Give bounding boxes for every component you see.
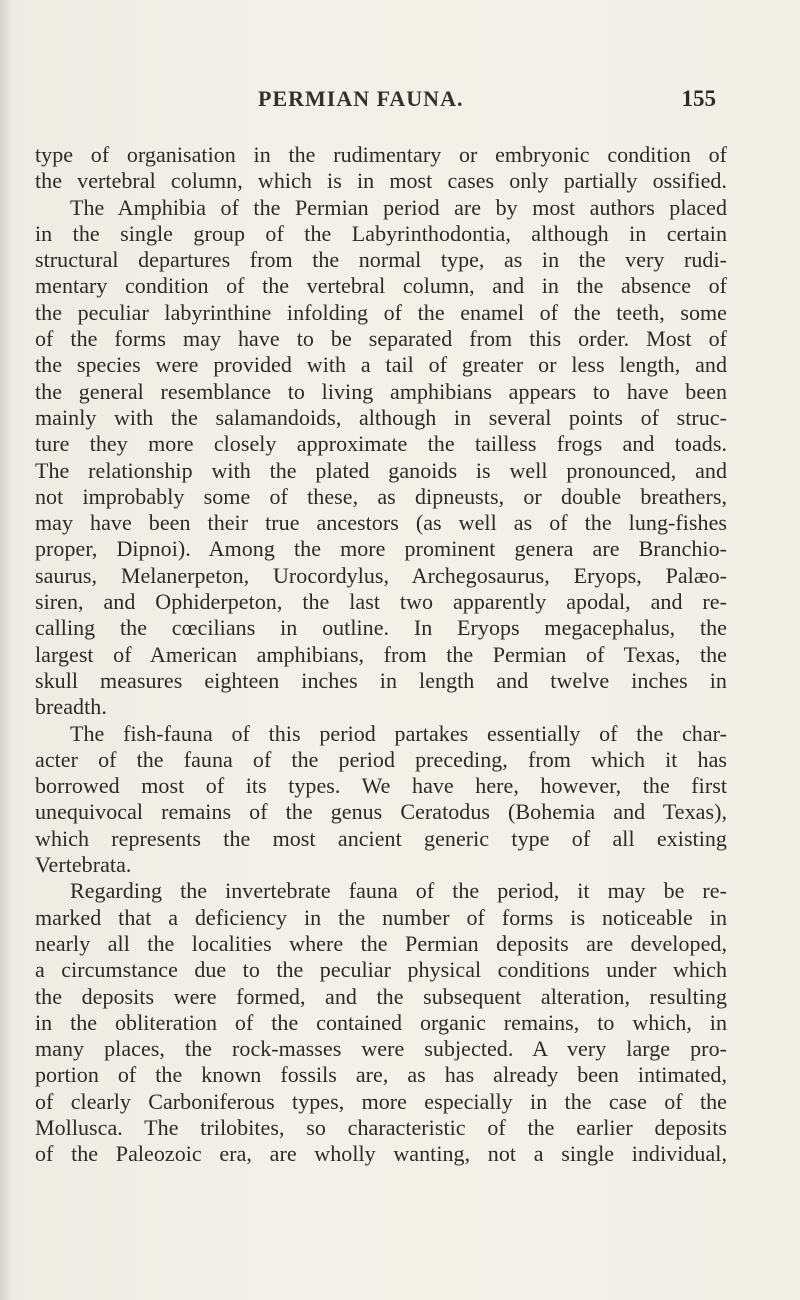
text-line: proper, Dipnoi). Among the more prominent genera are Branchio- <box>35 536 727 562</box>
text-line: in the obliteration of the contained organic remains, to which, in <box>35 1009 727 1035</box>
running-title: PERMIAN FAUNA. <box>258 86 464 111</box>
text-line: a circumstance due to the peculiar physical conditions under which <box>35 957 727 983</box>
text-line: mainly with the salamandoids, although in several points of struc- <box>35 404 727 430</box>
text-line: skull measures eighteen inches in length and twelve inches in <box>35 667 727 693</box>
text-line: The relationship with the plated ganoids is well pronounced, and <box>35 457 727 483</box>
text-line: nearly all the localities where the Permian deposits are developed, <box>35 930 727 956</box>
text-line: of the forms may have to be separated from this order. Most of <box>35 326 727 352</box>
page-number: 155 <box>681 86 716 111</box>
text-line: the deposits were formed, and the subsequent alteration, resulting <box>35 983 727 1009</box>
text-line: of the Paleozoic era, are wholly wanting, not a single individual, <box>35 1141 727 1167</box>
paragraph-end-line: Vertebrata. <box>35 852 132 878</box>
paragraph-end-line: breadth. <box>35 694 107 720</box>
text-line: may have been their true ancestors (as well as of the lung-fishes <box>35 510 727 536</box>
page-gutter-shadow <box>0 0 14 1300</box>
text-line: the vertebral column, which is in most cases only partially ossified. <box>35 168 727 194</box>
paragraph-start-line: The Amphibia of the Permian period are by most authors placed <box>70 194 727 220</box>
text-line: mentary condition of the vertebral column, and in the absence of <box>35 273 727 299</box>
text-line: the peculiar labyrinthine infolding of the enamel of the teeth, some <box>35 299 727 325</box>
text-line: siren, and Ophiderpeton, the last two apparently apodal, and re- <box>35 589 727 615</box>
text-line: in the single group of the Labyrinthodontia, although in certain <box>35 220 727 246</box>
text-line: of clearly Carboniferous types, more especially in the case of the <box>35 1088 727 1114</box>
text-line: unequivocal remains of the genus Ceratodus (Bohemia and Texas), <box>35 799 727 825</box>
text-line: the general resemblance to living amphibians appears to have been <box>35 378 727 404</box>
text-line: ture they more closely approximate the tailless frogs and toads. <box>35 431 727 457</box>
text-line: Mollusca. The trilobites, so characteristic of the earlier deposits <box>35 1114 727 1140</box>
text-line: portion of the known fossils are, as has already been intimated, <box>35 1062 727 1088</box>
text-line: calling the cœcilians in outline. In Eryops megacephalus, the <box>35 615 727 641</box>
text-line: type of organisation in the rudimentary or embryonic condition of <box>35 142 727 167</box>
text-line: acter of the fauna of the period preceding, from which it has <box>35 746 727 772</box>
text-line: largest of American amphibians, from the Permian of Texas, the <box>35 641 727 667</box>
text-line: which represents the most ancient generic type of all existing <box>35 825 727 851</box>
paragraph-start-line: Regarding the invertebrate fauna of the period, it may be re- <box>70 878 727 904</box>
text-line: marked that a deficiency in the number of forms is noticeable in <box>35 904 727 930</box>
text-line: structural departures from the normal type, as in the very rudi- <box>35 247 727 273</box>
text-line: the species were provided with a tail of greater or less length, and <box>35 352 727 378</box>
running-head <box>0 86 800 118</box>
paragraph-start-line: The fish-fauna of this period partakes essentially of the char- <box>70 720 727 746</box>
text-line: borrowed most of its types. We have here, however, the first <box>35 773 727 799</box>
text-line: saurus, Melanerpeton, Urocordylus, Archegosaurus, Eryops, Palæo- <box>35 562 727 588</box>
body-text <box>35 142 727 1168</box>
text-line: many places, the rock-masses were subjected. A very large pro- <box>35 1036 727 1062</box>
text-line: not improbably some of these, as dipneusts, or double breathers, <box>35 483 727 509</box>
